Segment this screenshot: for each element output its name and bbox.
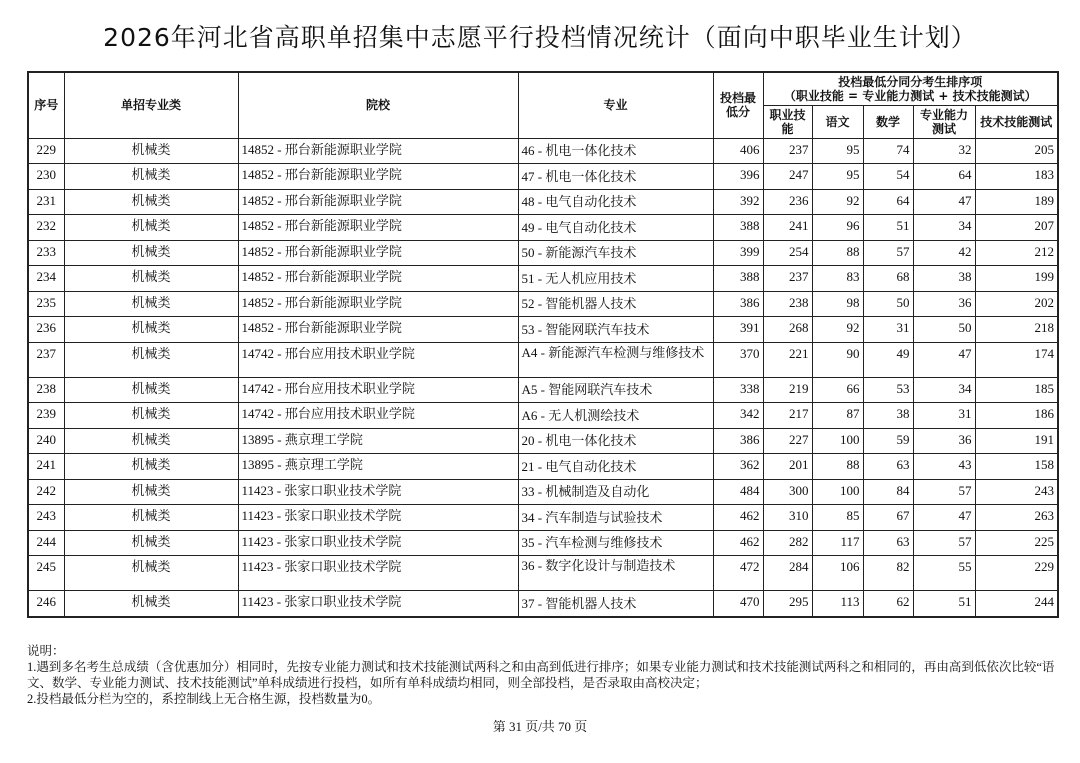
cell-math: 49 [863,342,913,377]
table-row [28,215,1058,241]
table-row [28,591,1058,617]
cell-professional-test: 42 [913,240,975,266]
cell-min-score: 338 [713,377,763,403]
table-row [28,403,1058,429]
notes-line-2: 2.投档最低分栏为空的，系控制线上无合格生源，投档数量为0。 [27,692,381,706]
cell-seq: 231 [28,189,64,215]
cell-seq: 245 [28,556,64,591]
cell-technical-test: 218 [975,317,1058,343]
cell-category: 机械类 [64,317,238,343]
cell-vocational-skill: 219 [763,377,812,403]
cell-min-score: 362 [713,454,763,480]
cell-technical-test: 212 [975,240,1058,266]
cell-min-score: 386 [713,291,763,317]
cell-professional-test: 36 [913,428,975,454]
cell-vocational-skill: 237 [763,138,812,164]
cell-category: 机械类 [64,454,238,480]
cell-school: 14742 - 邢台应用技术职业学院 [238,342,518,377]
cell-min-score: 388 [713,266,763,292]
cell-chinese: 100 [812,479,863,505]
cell-chinese: 92 [812,189,863,215]
header-technical-test: 技术技能测试 [975,105,1058,138]
cell-chinese: 88 [812,240,863,266]
cell-school: 14852 - 邢台新能源职业学院 [238,164,518,190]
cell-vocational-skill: 236 [763,189,812,215]
cell-major: 35 - 汽车检测与维修技术 [518,530,713,556]
cell-category: 机械类 [64,138,238,164]
cell-math: 54 [863,164,913,190]
header-rank-group [763,72,1058,105]
cell-math: 50 [863,291,913,317]
table-row [28,342,1058,377]
table-row [28,479,1058,505]
cell-major: 37 - 智能机器人技术 [518,591,713,617]
page-number: 第 31 页/共 70 页 [492,719,588,734]
cell-major: A5 - 智能网联汽车技术 [518,377,713,403]
cell-seq: 236 [28,317,64,343]
cell-min-score: 388 [713,215,763,241]
cell-category: 机械类 [64,530,238,556]
cell-chinese: 92 [812,317,863,343]
cell-professional-test: 43 [913,454,975,480]
table-row [28,428,1058,454]
cell-math: 63 [863,454,913,480]
cell-math: 53 [863,377,913,403]
table-row [28,317,1058,343]
table-row [28,240,1058,266]
cell-professional-test: 47 [913,342,975,377]
cell-professional-test: 32 [913,138,975,164]
cell-category: 机械类 [64,377,238,403]
cell-seq: 239 [28,403,64,429]
cell-professional-test: 47 [913,505,975,531]
cell-technical-test: 174 [975,342,1058,377]
cell-math: 84 [863,479,913,505]
cell-technical-test: 205 [975,138,1058,164]
cell-math: 38 [863,403,913,429]
table-row [28,377,1058,403]
cell-seq: 237 [28,342,64,377]
cell-seq: 233 [28,240,64,266]
cell-category: 机械类 [64,556,238,591]
cell-school: 14852 - 邢台新能源职业学院 [238,291,518,317]
cell-category: 机械类 [64,403,238,429]
cell-math: 63 [863,530,913,556]
cell-technical-test: 244 [975,591,1058,617]
cell-chinese: 85 [812,505,863,531]
cell-chinese: 95 [812,164,863,190]
cell-major: 49 - 电气自动化技术 [518,215,713,241]
cell-technical-test: 229 [975,556,1058,591]
cell-professional-test: 34 [913,215,975,241]
cell-major: 53 - 智能网联汽车技术 [518,317,713,343]
cell-math: 51 [863,215,913,241]
cell-category: 机械类 [64,428,238,454]
cell-technical-test: 199 [975,266,1058,292]
cell-math: 68 [863,266,913,292]
cell-math: 67 [863,505,913,531]
cell-technical-test: 207 [975,215,1058,241]
cell-professional-test: 55 [913,556,975,591]
cell-min-score: 386 [713,428,763,454]
cell-min-score: 472 [713,556,763,591]
cell-min-score: 484 [713,479,763,505]
cell-chinese: 87 [812,403,863,429]
cell-seq: 244 [28,530,64,556]
cell-vocational-skill: 201 [763,454,812,480]
cell-chinese: 106 [812,556,863,591]
cell-major: 33 - 机械制造及自动化 [518,479,713,505]
header-school: 院校 [238,72,518,138]
cell-school: 11423 - 张家口职业技术学院 [238,530,518,556]
cell-vocational-skill: 282 [763,530,812,556]
cell-school: 11423 - 张家口职业技术学院 [238,479,518,505]
cell-school: 14742 - 邢台应用技术职业学院 [238,403,518,429]
cell-math: 59 [863,428,913,454]
table-row [28,291,1058,317]
cell-vocational-skill: 295 [763,591,812,617]
cell-major: 46 - 机电一体化技术 [518,138,713,164]
cell-technical-test: 186 [975,403,1058,429]
header-category: 单招专业类 [64,72,238,138]
cell-professional-test: 34 [913,377,975,403]
cell-professional-test: 50 [913,317,975,343]
cell-school: 11423 - 张家口职业技术学院 [238,556,518,591]
table-row [28,556,1058,591]
cell-math: 57 [863,240,913,266]
cell-math: 82 [863,556,913,591]
cell-school: 13895 - 燕京理工学院 [238,428,518,454]
notes-line-1: 1.遇到多名考生总成绩（含优惠加分）相同时，先按专业能力测试和技术技能测试两科之和由高到低进行排序；如果专业能力测试和技术技能测试两科之和相同的，再由高到低依次比较“语文、数学、专业能力测试、技术技能测试”单科成绩进行投档，如所有单科成绩均相同，则全部投档，是否录取由高校决定； [27,660,1055,690]
cell-seq: 238 [28,377,64,403]
table-row [28,164,1058,190]
cell-seq: 246 [28,591,64,617]
cell-technical-test: 263 [975,505,1058,531]
cell-professional-test: 47 [913,189,975,215]
cell-school: 14742 - 邢台应用技术职业学院 [238,377,518,403]
cell-professional-test: 57 [913,479,975,505]
cell-school: 14852 - 邢台新能源职业学院 [238,317,518,343]
cell-seq: 243 [28,505,64,531]
table-row [28,530,1058,556]
notes [27,643,1067,707]
admission-table [27,71,1059,618]
notes-heading: 说明： [27,644,65,658]
cell-professional-test: 38 [913,266,975,292]
table-row [28,189,1058,215]
cell-category: 机械类 [64,164,238,190]
cell-major: 47 - 机电一体化技术 [518,164,713,190]
table-row [28,454,1058,480]
cell-seq: 232 [28,215,64,241]
cell-major: 34 - 汽车制造与试验技术 [518,505,713,531]
cell-vocational-skill: 238 [763,291,812,317]
cell-vocational-skill: 221 [763,342,812,377]
cell-chinese: 100 [812,428,863,454]
cell-school: 14852 - 邢台新能源职业学院 [238,189,518,215]
cell-major: 21 - 电气自动化技术 [518,454,713,480]
cell-vocational-skill: 300 [763,479,812,505]
cell-school: 14852 - 邢台新能源职业学院 [238,138,518,164]
cell-major: 20 - 机电一体化技术 [518,428,713,454]
cell-seq: 229 [28,138,64,164]
cell-major: 52 - 智能机器人技术 [518,291,713,317]
cell-school: 14852 - 邢台新能源职业学院 [238,240,518,266]
cell-major: 48 - 电气自动化技术 [518,189,713,215]
cell-vocational-skill: 268 [763,317,812,343]
cell-category: 机械类 [64,240,238,266]
cell-major: A4 - 新能源汽车检测与维修技术 [518,342,713,377]
cell-min-score: 462 [713,505,763,531]
cell-technical-test: 225 [975,530,1058,556]
header-vocational-skill: 职业技能 [763,105,812,138]
header-major: 专业 [518,72,713,138]
cell-math: 74 [863,138,913,164]
cell-seq: 235 [28,291,64,317]
cell-math: 64 [863,189,913,215]
cell-category: 机械类 [64,342,238,377]
header-rank-group-note: （职业技能 = 专业能力测试 + 技术技能测试） [783,88,1037,103]
cell-technical-test: 185 [975,377,1058,403]
cell-vocational-skill: 310 [763,505,812,531]
cell-math: 31 [863,317,913,343]
cell-category: 机械类 [64,505,238,531]
header-chinese: 语文 [812,105,863,138]
cell-seq: 234 [28,266,64,292]
cell-school: 11423 - 张家口职业技术学院 [238,591,518,617]
header-min-score: 投档最低分 [713,72,763,138]
cell-category: 机械类 [64,479,238,505]
table-row [28,266,1058,292]
cell-vocational-skill: 217 [763,403,812,429]
cell-min-score: 391 [713,317,763,343]
cell-chinese: 95 [812,138,863,164]
header-rank-group-title: 投档最低分同分考生排序项 [838,74,983,89]
cell-category: 机械类 [64,591,238,617]
header-math: 数学 [863,105,913,138]
cell-category: 机械类 [64,215,238,241]
cell-chinese: 113 [812,591,863,617]
cell-professional-test: 36 [913,291,975,317]
cell-vocational-skill: 241 [763,215,812,241]
cell-vocational-skill: 284 [763,556,812,591]
table-row [28,138,1058,164]
cell-seq: 241 [28,454,64,480]
cell-school: 14852 - 邢台新能源职业学院 [238,215,518,241]
cell-seq: 240 [28,428,64,454]
cell-technical-test: 158 [975,454,1058,480]
cell-min-score: 370 [713,342,763,377]
cell-min-score: 406 [713,138,763,164]
cell-vocational-skill: 254 [763,240,812,266]
cell-chinese: 88 [812,454,863,480]
cell-vocational-skill: 227 [763,428,812,454]
cell-vocational-skill: 237 [763,266,812,292]
cell-min-score: 399 [713,240,763,266]
cell-chinese: 66 [812,377,863,403]
cell-technical-test: 191 [975,428,1058,454]
cell-school: 13895 - 燕京理工学院 [238,454,518,480]
cell-technical-test: 202 [975,291,1058,317]
cell-major: 50 - 新能源汽车技术 [518,240,713,266]
cell-professional-test: 64 [913,164,975,190]
cell-math: 62 [863,591,913,617]
cell-chinese: 117 [812,530,863,556]
cell-technical-test: 183 [975,164,1058,190]
page-title: 2026年河北省高职单招集中志愿平行投档情况统计（面向中职毕业生计划） [103,23,977,52]
cell-chinese: 90 [812,342,863,377]
cell-major: 36 - 数字化设计与制造技术 [518,556,713,591]
cell-technical-test: 243 [975,479,1058,505]
cell-min-score: 342 [713,403,763,429]
cell-professional-test: 51 [913,591,975,617]
cell-school: 14852 - 邢台新能源职业学院 [238,266,518,292]
cell-professional-test: 57 [913,530,975,556]
cell-min-score: 396 [713,164,763,190]
cell-min-score: 392 [713,189,763,215]
cell-category: 机械类 [64,189,238,215]
cell-vocational-skill: 247 [763,164,812,190]
header-seq: 序号 [28,72,64,138]
cell-category: 机械类 [64,291,238,317]
cell-seq: 230 [28,164,64,190]
cell-school: 11423 - 张家口职业技术学院 [238,505,518,531]
cell-category: 机械类 [64,266,238,292]
cell-chinese: 96 [812,215,863,241]
cell-technical-test: 189 [975,189,1058,215]
cell-major: 51 - 无人机应用技术 [518,266,713,292]
cell-min-score: 470 [713,591,763,617]
cell-min-score: 462 [713,530,763,556]
header-professional-test: 专业能力测试 [913,105,975,138]
cell-professional-test: 31 [913,403,975,429]
cell-major: A6 - 无人机测绘技术 [518,403,713,429]
cell-chinese: 83 [812,266,863,292]
cell-seq: 242 [28,479,64,505]
table-row [28,505,1058,531]
cell-chinese: 98 [812,291,863,317]
